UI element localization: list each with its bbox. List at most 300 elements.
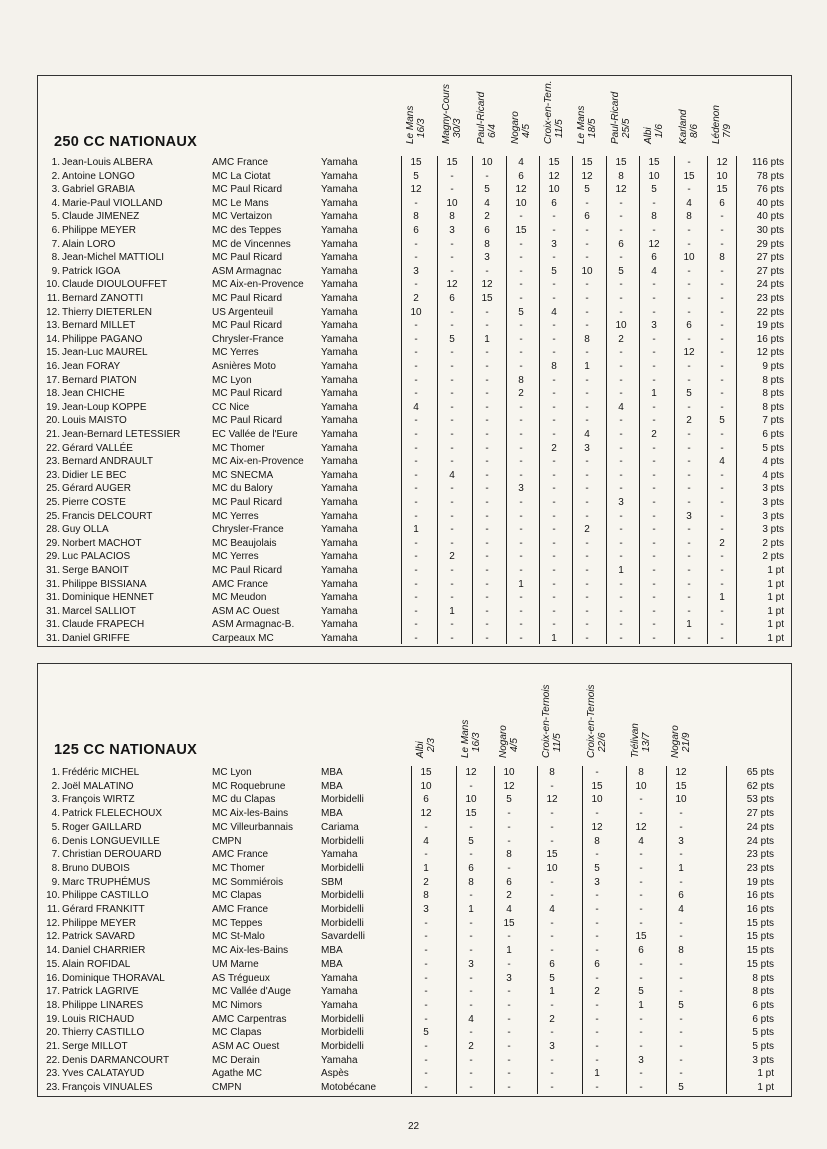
total-points: 27 pts xyxy=(756,265,784,277)
race-header xyxy=(670,725,692,758)
rank: 8. xyxy=(51,252,60,264)
club-name: AS Trégueux xyxy=(212,972,270,984)
race-score: - xyxy=(639,917,643,929)
race-score: - xyxy=(585,605,589,617)
race-venue: Nogaro xyxy=(498,725,509,758)
race-score: - xyxy=(585,592,589,604)
race-score: - xyxy=(519,320,523,332)
race-score: - xyxy=(595,1082,599,1094)
race-score: - xyxy=(485,306,489,318)
rider-name: Bernard ANDRAULT xyxy=(62,456,153,468)
race-date: 6/4 xyxy=(487,124,498,138)
race-score: - xyxy=(550,999,554,1011)
race-header xyxy=(541,684,563,758)
race-score: - xyxy=(519,633,523,644)
table-250cc xyxy=(37,75,792,647)
race-score: - xyxy=(469,1054,473,1066)
race-score: - xyxy=(585,565,589,576)
race-score: 12 xyxy=(716,157,728,168)
total-points: 4 pts xyxy=(762,469,784,481)
race-score: - xyxy=(595,904,599,915)
table-row xyxy=(38,876,791,889)
race-score: - xyxy=(550,876,554,888)
table-row xyxy=(38,618,791,631)
race-score: - xyxy=(720,524,724,536)
total-points: 19 pts xyxy=(756,320,784,332)
race-score: 3 xyxy=(449,225,455,236)
race-score: 12 xyxy=(446,279,458,291)
race-score: - xyxy=(585,497,589,508)
race-score: - xyxy=(507,986,511,998)
race-score: - xyxy=(507,999,511,1011)
race-score: - xyxy=(414,605,418,617)
race-score: 1 xyxy=(506,945,512,957)
race-date: 4/5 xyxy=(521,124,532,138)
motorcycle-make: Yamaha xyxy=(321,456,358,468)
race-score: - xyxy=(507,1041,511,1052)
rank: 6. xyxy=(51,225,60,236)
race-score: - xyxy=(485,633,489,644)
race-score: - xyxy=(652,497,656,508)
race-venue: Paul-Ricard xyxy=(610,91,621,144)
race-score: - xyxy=(720,238,724,250)
rank: 6. xyxy=(51,835,60,847)
rank: 2. xyxy=(51,780,60,792)
club-name: MC Yerres xyxy=(212,510,259,522)
race-score: - xyxy=(424,986,428,998)
page-number: 22 xyxy=(407,1121,420,1132)
race-score: - xyxy=(595,972,599,984)
race-score: - xyxy=(507,1027,511,1039)
total-points: 1 pt xyxy=(757,1082,774,1094)
race-score: 4 xyxy=(551,306,557,318)
race-score: - xyxy=(687,537,691,549)
race-score: 10 xyxy=(591,794,603,806)
race-score: 12 xyxy=(548,170,560,182)
motorcycle-make: Yamaha xyxy=(321,986,358,998)
race-score: 2 xyxy=(549,1013,555,1025)
race-score: - xyxy=(414,429,418,440)
race-score: - xyxy=(507,808,511,820)
rider-name: Jean-Loup KOPPE xyxy=(62,401,147,413)
race-score: 2 xyxy=(506,890,512,902)
rider-name: Jean-Luc MAUREL xyxy=(62,347,148,359)
race-score: 10 xyxy=(683,252,695,264)
race-header xyxy=(498,725,520,758)
rider-name: Philippe MEYER xyxy=(62,225,136,236)
rider-name: Philippe LINARES xyxy=(62,999,144,1011)
race-score: 1 xyxy=(594,1068,600,1080)
club-name: AMC France xyxy=(212,849,269,861)
race-score: 3 xyxy=(584,442,590,454)
race-score: - xyxy=(720,374,724,386)
race-score: 15 xyxy=(481,293,493,304)
club-name: Asnières Moto xyxy=(212,361,276,372)
race-score: 10 xyxy=(546,862,558,874)
club-name: MC Paul Ricard xyxy=(212,497,283,508)
rank: 31. xyxy=(46,565,60,576)
table-row xyxy=(38,1054,791,1067)
rider-name: Claude FRAPECH xyxy=(62,619,145,631)
race-score: - xyxy=(552,551,556,563)
race-venue: Albi xyxy=(415,741,426,758)
rank: 23. xyxy=(46,1068,60,1080)
race-score: - xyxy=(652,469,656,481)
race-score: - xyxy=(585,347,589,359)
table-row xyxy=(38,591,791,604)
race-score: - xyxy=(550,1054,554,1066)
race-score: - xyxy=(550,835,554,847)
race-score: - xyxy=(687,592,691,604)
race-score: 6 xyxy=(686,320,692,332)
race-score: - xyxy=(414,592,418,604)
motorcycle-make: Yamaha xyxy=(321,238,358,250)
rank: 21. xyxy=(46,429,60,440)
race-score: - xyxy=(485,619,489,631)
race-score: - xyxy=(679,931,683,943)
race-score: - xyxy=(552,497,556,508)
motorcycle-make: Yamaha xyxy=(321,333,358,345)
rank: 18. xyxy=(46,999,60,1011)
race-score: - xyxy=(424,1082,428,1094)
race-header xyxy=(405,106,427,144)
total-points: 65 pts xyxy=(746,767,774,778)
race-score: - xyxy=(519,619,523,631)
race-score: - xyxy=(687,374,691,386)
race-score: - xyxy=(485,510,489,522)
race-score: - xyxy=(687,401,691,413)
race-score: - xyxy=(585,320,589,332)
race-score: - xyxy=(424,1068,428,1080)
race-score: 5 xyxy=(468,835,474,847)
race-score: - xyxy=(519,211,523,223)
race-score: - xyxy=(414,469,418,481)
table-row xyxy=(38,793,791,806)
club-name: Chrysler-France xyxy=(212,333,284,345)
race-score: 3 xyxy=(484,252,490,264)
race-score: - xyxy=(519,551,523,563)
rank: 13. xyxy=(46,320,60,332)
race-score: - xyxy=(519,456,523,468)
motorcycle-make: Yamaha xyxy=(321,211,358,223)
race-score: - xyxy=(619,388,623,400)
race-score: 6 xyxy=(551,197,557,209)
race-score: - xyxy=(485,524,489,536)
race-score: 12 xyxy=(420,808,432,820)
rank: 23. xyxy=(46,1082,60,1094)
race-score: - xyxy=(595,931,599,943)
rider-name: Claude DIOULOUFFET xyxy=(62,279,168,291)
race-score: - xyxy=(679,917,683,929)
race-score: - xyxy=(720,265,724,277)
race-score: 15 xyxy=(683,170,695,182)
race-score: - xyxy=(595,917,599,929)
race-score: 5 xyxy=(638,986,644,998)
total-points: 12 pts xyxy=(756,347,784,359)
total-points: 23 pts xyxy=(756,293,784,304)
rider-name: Jean FORAY xyxy=(62,361,121,372)
race-date: 13/7 xyxy=(641,732,652,752)
race-score: - xyxy=(485,429,489,440)
total-points: 5 pts xyxy=(752,1027,774,1039)
race-score: - xyxy=(639,972,643,984)
race-score: - xyxy=(552,510,556,522)
total-points: 15 pts xyxy=(746,958,774,970)
total-points: 15 pts xyxy=(746,917,774,929)
total-points: 23 pts xyxy=(746,849,774,861)
race-score: - xyxy=(485,469,489,481)
club-name: MC Thomer xyxy=(212,442,265,454)
race-score: - xyxy=(639,794,643,806)
race-score: - xyxy=(485,374,489,386)
rank: 22. xyxy=(46,442,60,454)
race-score: 2 xyxy=(449,551,455,563)
race-score: - xyxy=(450,252,454,264)
race-score: 8 xyxy=(638,767,644,778)
race-venue: Nogaro xyxy=(510,111,521,144)
race-score: - xyxy=(679,1027,683,1039)
total-points: 16 pts xyxy=(746,904,774,915)
race-score: - xyxy=(519,524,523,536)
race-score: - xyxy=(450,388,454,400)
race-score: 3 xyxy=(651,320,657,332)
race-score: - xyxy=(639,808,643,820)
total-points: 2 pts xyxy=(762,537,784,549)
rider-name: Bernard PIATON xyxy=(62,374,137,386)
race-score: 3 xyxy=(468,958,474,970)
rank: 25. xyxy=(46,497,60,508)
race-score: - xyxy=(679,1068,683,1080)
race-score: - xyxy=(485,565,489,576)
race-score: - xyxy=(652,605,656,617)
race-score: - xyxy=(720,225,724,236)
race-date: 18/5 xyxy=(587,118,598,138)
race-score: - xyxy=(639,862,643,874)
motorcycle-make: Yamaha xyxy=(321,510,358,522)
race-score: 6 xyxy=(423,794,429,806)
table-row xyxy=(38,360,791,373)
club-name: MC Aix-les-Bains xyxy=(212,808,289,820)
table-row xyxy=(38,414,791,427)
table-row xyxy=(38,889,791,902)
race-score: - xyxy=(550,890,554,902)
race-score: 8 xyxy=(423,890,429,902)
race-score: 5 xyxy=(518,306,524,318)
race-score: 1 xyxy=(638,999,644,1011)
club-name: Agathe MC xyxy=(212,1068,263,1080)
race-score: - xyxy=(424,821,428,833)
race-score: 12 xyxy=(635,821,647,833)
race-score: - xyxy=(687,524,691,536)
race-score: 8 xyxy=(584,333,590,345)
rank: 17. xyxy=(46,374,60,386)
race-score: - xyxy=(424,931,428,943)
rider-name: Francis DELCOURT xyxy=(62,510,153,522)
race-score: - xyxy=(585,619,589,631)
race-date: 30/3 xyxy=(452,118,463,138)
race-score: - xyxy=(414,497,418,508)
total-points: 5 pts xyxy=(762,442,784,454)
race-score: 4 xyxy=(638,835,644,847)
rank: 1. xyxy=(51,157,60,168)
race-score: 2 xyxy=(423,876,429,888)
race-score: - xyxy=(552,605,556,617)
club-name: MC Le Mans xyxy=(212,197,269,209)
rank: 8. xyxy=(51,862,60,874)
race-score: 2 xyxy=(686,415,692,427)
rider-name: Daniel CHARRIER xyxy=(62,945,146,957)
race-score: 10 xyxy=(615,320,627,332)
motorcycle-make: Yamaha xyxy=(321,633,358,644)
race-score: 3 xyxy=(549,1041,555,1052)
motorcycle-make: MBA xyxy=(321,780,343,792)
table-row xyxy=(38,537,791,550)
race-score: - xyxy=(687,633,691,644)
club-name: AMC France xyxy=(212,157,269,168)
rider-name: Guy OLLA xyxy=(62,524,109,536)
race-score: - xyxy=(469,972,473,984)
motorcycle-make: SBM xyxy=(321,876,343,888)
total-points: 53 pts xyxy=(746,794,774,806)
race-score: 5 xyxy=(584,184,590,196)
race-score: 3 xyxy=(678,835,684,847)
race-score: - xyxy=(550,931,554,943)
motorcycle-make: Morbidelli xyxy=(321,862,364,874)
race-score: - xyxy=(585,238,589,250)
race-score: - xyxy=(424,917,428,929)
rank: 11. xyxy=(46,904,60,915)
race-score: - xyxy=(720,578,724,590)
race-score: - xyxy=(652,197,656,209)
race-score: 10 xyxy=(446,197,458,209)
race-score: - xyxy=(552,401,556,413)
club-name: MC Paul Ricard xyxy=(212,565,283,576)
race-score: 15 xyxy=(446,157,458,168)
club-name: MC Clapas xyxy=(212,890,262,902)
race-score: - xyxy=(720,320,724,332)
race-score: 5 xyxy=(651,184,657,196)
race-score: 5 xyxy=(719,415,725,427)
motorcycle-make: Morbidelli xyxy=(321,890,364,902)
rider-name: Antoine LONGO xyxy=(62,170,135,182)
race-venue: Croix-en-Tern. xyxy=(543,80,554,144)
motorcycle-make: Yamaha xyxy=(321,592,358,604)
total-points: 8 pts xyxy=(752,972,774,984)
club-name: ASM Armagnac xyxy=(212,265,282,277)
race-header xyxy=(610,92,632,144)
race-score: - xyxy=(550,821,554,833)
race-score: - xyxy=(652,415,656,427)
club-name: MC St-Malo xyxy=(212,931,265,943)
motorcycle-make: Aspès xyxy=(321,1068,349,1080)
race-score: 8 xyxy=(651,211,657,223)
club-name: ASM Armagnac-B. xyxy=(212,619,295,631)
race-score: 4 xyxy=(549,904,555,915)
race-score: - xyxy=(652,524,656,536)
race-score: 1 xyxy=(518,578,524,590)
table-row xyxy=(38,333,791,346)
race-score: - xyxy=(619,306,623,318)
race-score: 3 xyxy=(413,265,419,277)
race-score: - xyxy=(485,578,489,590)
race-score: - xyxy=(450,361,454,372)
race-score: 5 xyxy=(449,333,455,345)
race-header xyxy=(586,684,608,758)
motorcycle-make: Morbidelli xyxy=(321,1041,364,1052)
race-date: 4/5 xyxy=(509,738,520,752)
race-score: - xyxy=(687,306,691,318)
race-date: 7/9 xyxy=(722,124,733,138)
race-score: 2 xyxy=(413,293,419,304)
race-score: 8 xyxy=(678,945,684,957)
rider-name: Christian DEROUARD xyxy=(62,849,162,861)
race-score: - xyxy=(619,442,623,454)
race-score: - xyxy=(595,849,599,861)
motorcycle-make: Yamaha xyxy=(321,469,358,481)
race-score: - xyxy=(450,442,454,454)
race-score: - xyxy=(450,565,454,576)
total-points: 9 pts xyxy=(762,361,784,372)
rank: 16. xyxy=(46,361,60,372)
race-score: - xyxy=(519,605,523,617)
race-score: 6 xyxy=(638,945,644,957)
total-points: 15 pts xyxy=(746,931,774,943)
motorcycle-make: Yamaha xyxy=(321,374,358,386)
race-score: 4 xyxy=(413,401,419,413)
race-score: - xyxy=(507,1054,511,1066)
total-points: 3 pts xyxy=(762,497,784,508)
race-score: - xyxy=(652,347,656,359)
race-score: - xyxy=(585,415,589,427)
rider-name: Serge BANOIT xyxy=(62,565,129,576)
race-score: - xyxy=(552,469,556,481)
race-score: - xyxy=(414,483,418,495)
club-name: Chrysler-France xyxy=(212,524,284,536)
rank: 19. xyxy=(46,1013,60,1025)
table-row xyxy=(38,401,791,414)
race-score: - xyxy=(550,1082,554,1094)
rank: 10. xyxy=(46,890,60,902)
table-row xyxy=(38,197,791,210)
race-score: - xyxy=(552,347,556,359)
race-score: 1 xyxy=(618,565,624,576)
total-points: 8 pts xyxy=(762,401,784,413)
race-score: - xyxy=(552,619,556,631)
rider-name: Yves CALATAYUD xyxy=(62,1068,145,1080)
club-name: ASM AC Ouest xyxy=(212,605,280,617)
race-score: - xyxy=(485,592,489,604)
club-name: MC Vertaizon xyxy=(212,211,273,223)
motorcycle-make: Yamaha xyxy=(321,279,358,291)
race-score: - xyxy=(550,808,554,820)
total-points: 116 pts xyxy=(751,157,784,168)
rider-name: Didier LE BEC xyxy=(62,469,127,481)
race-score: - xyxy=(450,429,454,440)
race-score: 5 xyxy=(423,1027,429,1039)
race-score: - xyxy=(720,306,724,318)
total-points: 78 pts xyxy=(756,170,784,182)
race-score: - xyxy=(507,835,511,847)
race-score: - xyxy=(450,320,454,332)
race-score: 12 xyxy=(465,767,477,778)
table-row xyxy=(38,482,791,495)
race-score: - xyxy=(485,415,489,427)
table-row xyxy=(38,292,791,305)
race-score: - xyxy=(424,999,428,1011)
table-row xyxy=(38,972,791,985)
rider-name: Patrick FLELECHOUX xyxy=(62,808,163,820)
race-score: - xyxy=(687,442,691,454)
